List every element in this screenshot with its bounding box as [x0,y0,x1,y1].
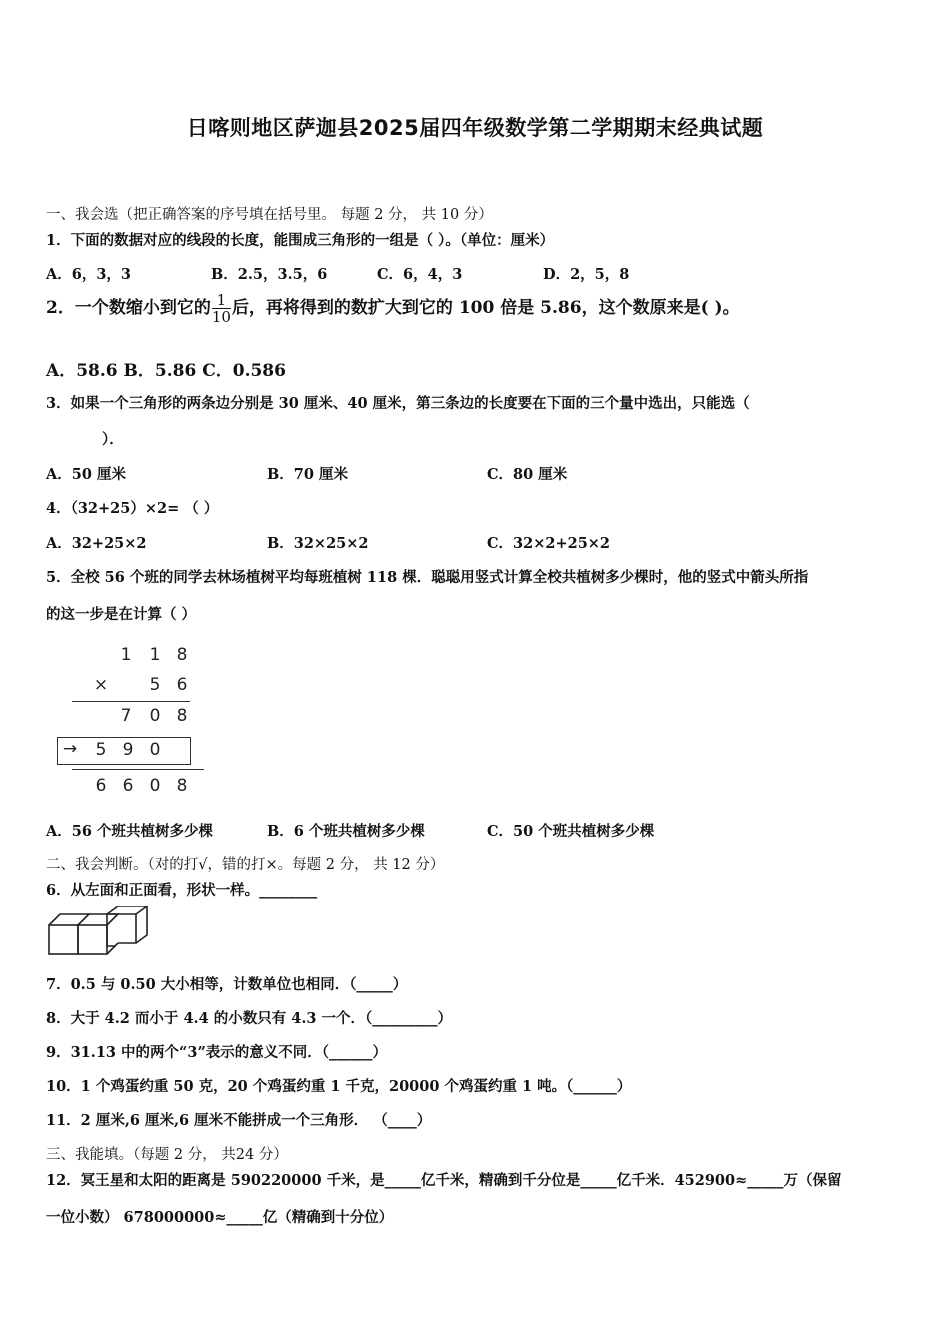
q5-option-c: C．50 个班共植树多少棵 [487,823,655,840]
highlight-box [57,737,191,765]
arrow-icon: → [62,739,78,759]
question-7: 7．0.5 与 0.50 大小相等，计数单位也相同．（_____） [46,976,408,993]
question-12-line2: 一位小数） 678000000≈_____亿（精确到十分位） [46,1209,394,1226]
q1-option-c: C．6，4，3 [377,266,463,283]
calc-digit: 8 [176,776,188,796]
cubes-figure [46,906,152,958]
calc-line-2 [72,769,204,770]
q5-option-b: B．6 个班共植树多少棵 [267,823,425,840]
section-1-heading: 一、我会选（把正确答案的序号填在括号里。 每题 2 分， 共 10 分） [46,207,493,223]
question-8: 8．大于 4.2 而小于 4.4 的小数只有 4.3 一个．（_________） [46,1010,453,1027]
calc-digit: 7 [120,706,132,726]
calc-digit: 0 [149,706,161,726]
calc-digit: 8 [176,645,188,665]
q2-options: A．58.6 B．5.86 C．0.586 [46,361,286,381]
q5-option-a: A．56 个班共植树多少棵 [46,823,213,840]
q3-option-c: C．80 厘米 [487,466,568,483]
section-2-heading: 二、我会判断。（对的打√，错的打×。每题 2 分， 共 12 分） [46,857,445,873]
fraction-numerator: 1 [212,292,231,309]
q1-option-a: A．6，3，3 [46,266,132,283]
section-3-heading: 三、我能填。（每题 2 分， 共24 分） [46,1147,288,1163]
q3-option-b: B．70 厘米 [267,466,348,483]
page-title: 日喀则地区萨迦县2025届四年级数学第二学期期末经典试题 [186,116,764,140]
calc-digit: 0 [149,740,161,760]
calc-line-1 [72,701,190,702]
calc-digit: 9 [122,740,134,760]
question-5-line1: 5．全校 56 个班的同学去林场植树平均每班植树 118 棵．聪聪用竖式计算全校共植树多少棵时，他的竖式中箭头所指 [46,569,809,586]
calc-digit: 8 [176,706,188,726]
fraction [212,292,231,325]
question-6: 6．从左面和正面看，形状一样。________ [46,882,318,899]
q4-option-c: C．32×2+25×2 [487,535,611,552]
question-10: 10．1 个鸡蛋约重 50 克，20 个鸡蛋约重 1 千克，20000 个鸡蛋约重 1 吨。（______） [46,1078,632,1095]
question-11: 11．2 厘米,6 厘米,6 厘米不能拼成一个三角形． （____） [46,1112,432,1129]
calc-digit: 5 [149,675,161,695]
multiply-sign: × [93,675,109,695]
calc-digit: 6 [176,675,188,695]
question-3: 3．如果一个三角形的两条边分别是 30 厘米、40 厘米，第三条边的长度要在下面的三个量中选出，只能选（ [46,395,750,412]
calc-digit: 0 [149,776,161,796]
fraction-denominator: 10 [211,308,231,326]
q4-option-b: B．32×25×2 [267,535,369,552]
calc-digit: 1 [149,645,161,665]
question-1: 1．下面的数据对应的线段的长度，能围成三角形的一组是（ ）。（单位：厘米） [46,232,555,249]
q1-option-b: B．2.5，3.5，6 [211,266,328,283]
q2-text-after: 后，再将得到的数扩大到它的 100 倍是 5.86，这个数原来是( )。 [231,298,740,318]
cubes-outline [49,906,147,954]
question-9: 9．31.13 中的两个“3”表示的意义不同．（______） [46,1044,388,1061]
question-12-line1: 12．冥王星和太阳的距离是 590220000 千米，是_____亿千米，精确到千分位是_____亿千米．452900≈_____万（保留 [46,1172,842,1189]
calc-digit: 6 [95,776,107,796]
question-2 [46,292,740,325]
question-5-line2: 的这一步是在计算（ ） [46,606,197,623]
calc-digit: 1 [120,645,132,665]
q1-option-d: D．2，5，8 [543,266,630,283]
q3-continuation: ）． [102,431,124,448]
calc-digit: 6 [122,776,134,796]
q3-option-a: A．50 厘米 [46,466,126,483]
calc-digit: 5 [95,740,107,760]
q4-option-a: A．32+25×2 [46,535,147,552]
question-4: 4．（32+25）×2= （ ） [46,500,219,517]
q2-text-before: 2．一个数缩小到它的 [46,298,211,318]
